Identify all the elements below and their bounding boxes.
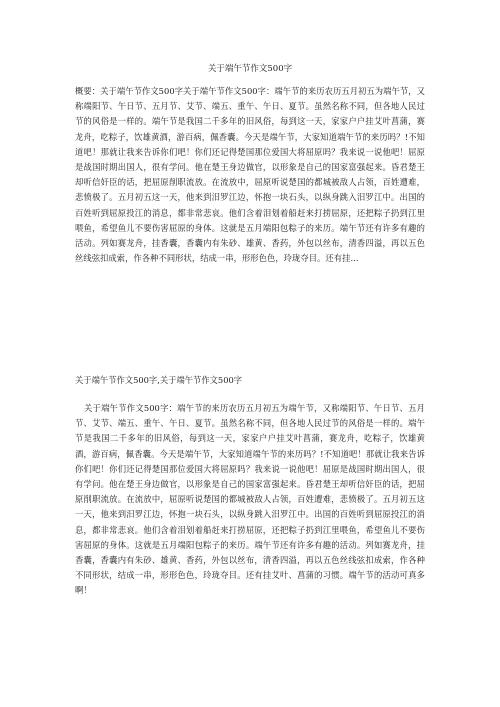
- summary-paragraph: 概要：关于端午节作文500字关于端午节作文500字：端午节的来历农历五月初五为端午节，又称端阳节、午日节、五月节、艾节、端五、重午、午日、夏节。虽然名称不同，但各地人民过节的风俗是一样的。端午节是我国二千多年的旧风俗，每到这一天，家家户户挂艾叶菖蒲，赛龙舟，吃粽子，饮雄黄酒，游百病，佩香囊。今天是端午节，大家知道端午节的来历吗？!不知道吧！那就让我来告诉你们吧！你们还记得楚国那位爱国大将屈原吗？我来说一说他吧！屈原是战国时期出国人，很有学问。他在楚王身边做官，以形象是自己的国家富强起来。昏君楚王却听信奸臣的话，把屈原削职流放。在流放中，屈原听说楚国的都城被敌人占领，百姓遭难，悲愤极了。五月初五这一天，他来到汨罗江边，怀抱一块石头，以纵身跳入汨罗江中。出国的百姓听到屈原投江的消息，都非常悲哀。他们含着泪划着船赶来打捞屈原，还把粽子扔到江里喂鱼，希望鱼儿不要伤害屈原的身体。这就是五月端阳包粽子的来历。端午节还有许多有趣的活动。列如赛龙舟，挂香囊，香囊内有朱砂、雄黄、香药，外包以丝布，清香四溢，再以五色丝线弦扣成索，作各种不同形状，结成一串，形形色色，玲珑夺目。还有挂...: [75, 86, 425, 264]
- page-title: 关于端午节作文500字: [207, 64, 293, 74]
- article-paragraph: 关于端午节作文500字：端午节的来历农历五月初五为端午节，又称端阳节、午日节、五月节、艾节、端五、重午、午日、夏节。虽然名称不同，但各地人民过节的风俗是一样的。端午节是我国二千多年的旧风俗，每到这一天，家家户户挂艾叶菖蒲，赛龙舟，吃粽子，饮雄黄酒，游百病，佩香囊。今天是端午节，大家知道端午节的来历吗？!不知道吧！那就让我来告诉你们吧！你们还记得楚国那位爱国大将屈原吗？我来说一说他吧！屈原是战国时期出国人，很有学问。他在楚王身边做官，以形象是自己的国家富强起来。昏君楚王却听信奸臣的话，把屈原削职流放。在流放中，屈原听说楚国的都城被敌人占领，百姓遭难，悲愤极了。五月初五这一天，他来到汨罗江边，怀抱一块石头，以纵身跳入汨罗江中。出国的百姓听到屈原投江的消息，都非常悲哀。他们含着泪划着船赶来打捞屈原，还把粽子扔到江里喂鱼，希望鱼儿不要伤害屈原的身体。这就是五月端阳包粽子的来历。端午节还有许多有趣的活动。列如赛龙舟，挂香囊，香囊内有朱砂、雄黄、香药，外包以丝布，清香四溢，再以五色丝线弦扣成索，作各种不同形状，结成一串，形形色色，玲珑夺目。还有挂艾叶、菖蒲的习惯。端午节的活动可真多啊！: [75, 403, 425, 596]
- section-heading: 关于端午节作文500字,关于端午节作文500字: [75, 375, 243, 385]
